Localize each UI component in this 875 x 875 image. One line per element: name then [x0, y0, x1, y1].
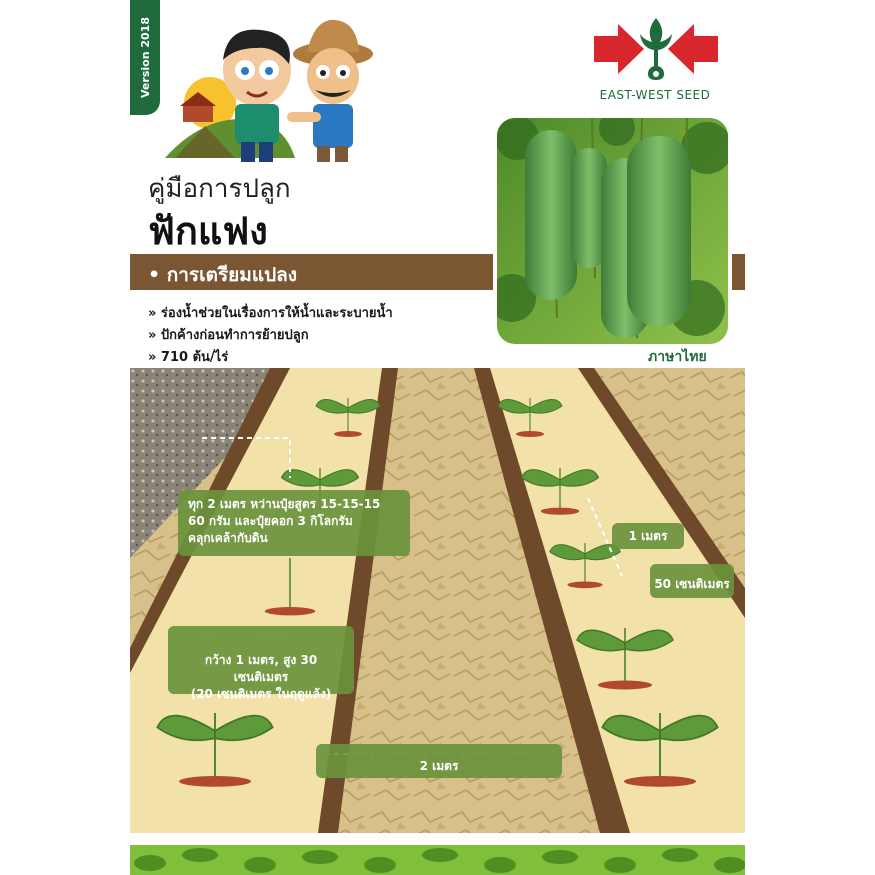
seedling-plant	[577, 628, 673, 690]
seedling-plant	[602, 713, 717, 787]
guide-title: ฟักแฟง	[148, 209, 268, 253]
section-title: • การเตรียมแปลง	[148, 264, 298, 286]
bullet-item: » ปักค้างก่อนทำการย้ายปลูก	[148, 328, 309, 343]
guide-subtitle: คู่มือการปลูก	[148, 174, 291, 204]
row-spacing-label: 1 เมตร	[612, 523, 684, 549]
bullet-item: » ร่องน้ำช่วยในเรื่องการให้น้ำและระบายน้ำ	[148, 306, 393, 321]
version-label: Version 2018	[138, 17, 152, 98]
plant-spacing-label: 50 เซนติเมตร	[650, 564, 734, 598]
fertilizer-note: ทุก 2 เมตร หว่านปุ๋ยสูตร 15-15-15 60 กรัม และปุ๋ยคอก 3 กิโลกรัม คลุกเคล้ากับดิน	[178, 490, 410, 556]
east-west-seed-logo	[594, 14, 718, 84]
section-header-bar-end	[732, 254, 745, 290]
bullet-item: » 710 ต้น/ไร่	[148, 350, 229, 365]
seedling-plant	[498, 398, 562, 437]
seedling-plant	[157, 713, 272, 787]
language-label: ภาษาไทย	[648, 349, 707, 365]
seedling-plant	[522, 468, 599, 515]
farmer-cartoon-illustration	[165, 8, 395, 168]
footer-leaf-strip	[130, 845, 745, 875]
brand-name: EAST-WEST SEED	[599, 88, 711, 102]
bed-size-note: กว้าง 1 เมตร, สูง 30 เซนติเมตร (20 เซนติเมตร ในฤดูแล้ง)	[168, 626, 354, 694]
wax-gourd-photo	[497, 118, 728, 344]
bed-spacing-label: 2 เมตร	[316, 744, 562, 778]
seedling-plant	[265, 558, 315, 615]
planting-bed-diagram	[130, 368, 745, 833]
bed-width-arrow	[202, 438, 290, 478]
seedling-plant	[316, 398, 380, 437]
